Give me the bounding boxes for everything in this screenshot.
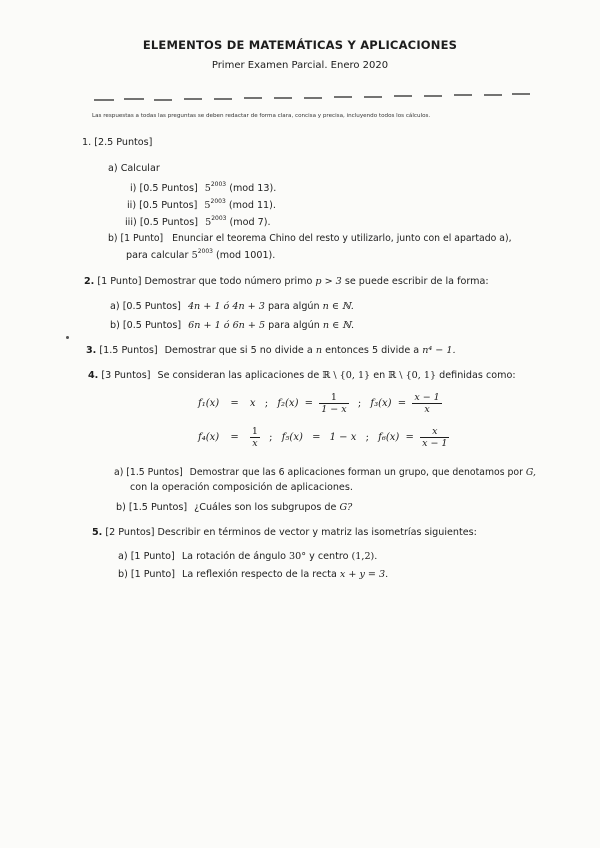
f4-eq: = [230, 432, 239, 443]
q2-condition: p > 3 [315, 276, 342, 287]
q2-b-points: [0.5 Puntos] [122, 320, 182, 331]
q4-en: en [373, 370, 386, 381]
q3-points: [1.5 Puntos] [99, 345, 158, 356]
f6-fraction [420, 426, 449, 449]
q5-b [118, 569, 388, 580]
q1-ii-base: 5 [204, 200, 211, 211]
q2-text2: se puede escribir de la forma: [344, 276, 489, 287]
q1-i-exp: 2003 [210, 181, 227, 188]
q1-a-i [130, 181, 276, 194]
q5-b-points: [1 Punto] [130, 569, 175, 580]
q3-var: n [315, 345, 322, 356]
q1-i-mod: (mod 13). [229, 183, 277, 194]
q1-iii-label: iii) [125, 217, 137, 228]
q4-number: 4. [88, 370, 99, 381]
q1-a [108, 163, 160, 174]
q4-points: [3 Puntos] [101, 370, 151, 381]
f3-numerator: x − 1 [414, 392, 440, 403]
f1-eq: = [230, 398, 239, 409]
q4-b-label: b) [116, 502, 126, 513]
q4-set1: ℝ \ {0, 1} [322, 370, 371, 381]
q2-a-tail: para algún [267, 301, 320, 312]
f2-sep: ; [357, 398, 362, 409]
f5-eq: = [312, 432, 321, 443]
instructions-note: Las respuestas a todas las preguntas se deben redactar de forma clara, concisa y precisa, incluyendo todos los cálculos. [92, 113, 431, 119]
f4-denominator: x [252, 438, 258, 449]
f4-name: f₄(x) [198, 432, 220, 443]
exam-title: ELEMENTOS DE MATEMÁTICAS Y APLICACIONES [142, 38, 458, 52]
q4-a-cont [130, 482, 353, 493]
q3-text2: entonces 5 divide a [325, 345, 420, 356]
q1-a-label: a) [108, 163, 118, 174]
f1-value: x [249, 398, 256, 409]
q5-b-line: x + y = 3. [339, 569, 389, 580]
q2-a-set: n ∈ ℕ. [322, 301, 354, 312]
q2-a-expr: 4n + 1 ó 4n + 3 [187, 301, 265, 312]
f6-name: f₆(x) [378, 432, 400, 443]
q4-a-group: G, [525, 467, 536, 478]
q5-b-label: b) [118, 569, 128, 580]
q1-b-mod: (mod 1001). [216, 250, 276, 261]
exam-subtitle: Primer Examen Parcial. Enero 2020 [211, 60, 389, 71]
q5-a [118, 551, 377, 562]
q1-b-label: b) [108, 233, 118, 244]
f6-numerator: x [420, 426, 449, 438]
q4-a-label: a) [114, 467, 124, 478]
f5-sep: ; [365, 432, 369, 443]
q4-a-points: [1.5 Puntos] [126, 467, 183, 478]
q5-b-text: La reflexión respecto de la recta [182, 569, 337, 580]
f6-denominator: x − 1 [422, 438, 448, 449]
q3-number: 3. [86, 345, 97, 356]
q2-b-label: b) [110, 320, 120, 331]
q1-b-text2: para calcular [126, 250, 189, 261]
q5-a-angle: 30° [289, 551, 307, 562]
q1-b-cont [126, 248, 275, 261]
f2-numerator: 1 [319, 392, 348, 404]
q2-a-label: a) [110, 301, 120, 312]
f3-name: f₃(x) [370, 398, 392, 409]
q5-a-text: La rotación de ángulo [181, 551, 286, 562]
q5-a-text2: y centro [309, 551, 349, 562]
q1-a-text: Calcular [120, 163, 160, 174]
q1-a-iii [125, 215, 271, 228]
q1-b-base: 5 [191, 250, 198, 261]
f4-fraction [250, 426, 260, 449]
q4-b [116, 502, 352, 513]
q5-a-label: a) [118, 551, 128, 562]
q1-b-points: [1 Punto] [120, 233, 164, 244]
q2-b-set: n ∈ ℕ. [322, 320, 355, 331]
q1-iii-base: 5 [205, 217, 212, 228]
q2-b-tail: para algún [268, 320, 320, 331]
q1-ii-points: [0.5 Puntos] [139, 200, 198, 211]
q2-b [110, 320, 354, 331]
q5-number: 5. [92, 527, 103, 538]
q3-text: Demostrar que si 5 no divide a [164, 345, 313, 356]
q1-ii-label: ii) [127, 200, 137, 211]
dashed-rule [92, 90, 532, 104]
q2-a-points: [0.5 Puntos] [122, 301, 181, 312]
q4-functions-row1 [198, 392, 442, 416]
f6-eq: = [405, 432, 414, 443]
q2-a [110, 301, 354, 312]
f1-sep: ; [264, 398, 269, 409]
q5-text: Describir en términos de vector y matriz las isometrías siguientes: [157, 527, 477, 538]
q5-a-points: [1 Punto] [130, 551, 175, 562]
q1-b-text: Enunciar el teorema Chino del resto y utilizarlo, junto con el apartado a), [172, 233, 512, 244]
q1-iii-exp: 2003 [211, 215, 227, 222]
f3-fraction [412, 392, 441, 415]
q5-header [92, 527, 477, 538]
q4-a [114, 467, 536, 478]
q5-points: [2 Puntos] [105, 527, 155, 538]
q2-number: 2. [84, 276, 95, 287]
q4-text2: definidas como: [439, 370, 516, 381]
f5-value: 1 − x [329, 432, 357, 443]
q1-b-exp: 2003 [197, 248, 213, 255]
q1-a-ii [127, 198, 276, 211]
q1-b [108, 233, 512, 244]
q1-i-base: 5 [204, 183, 211, 194]
q5-a-center: (1,2). [351, 551, 378, 562]
q1-number: 1. [82, 137, 92, 148]
q4-a-text: Demostrar que las 6 aplicaciones forman un grupo, que denotamos por [189, 467, 523, 478]
f2-fraction [319, 392, 348, 415]
q1-header [82, 137, 152, 148]
f2-eq: = [304, 398, 314, 409]
f2-name: f₂(x) [277, 398, 299, 409]
q3-expr: n⁴ − 1. [422, 345, 456, 356]
q2-b-expr: 6n + 1 ó 6n + 5 [188, 320, 266, 331]
q4-header [88, 370, 516, 381]
f3-denominator: x [424, 404, 430, 415]
q4-functions-row2 [198, 426, 449, 450]
ink-dot [66, 336, 69, 339]
q4-a-text2: con la operación composición de aplicaciones. [130, 482, 353, 493]
q2-text: Demostrar que todo número primo [144, 276, 313, 287]
f2-denominator: 1 − x [321, 404, 347, 415]
q1-iii-points: [0.5 Puntos] [139, 217, 199, 228]
f1-name: f₁(x) [198, 398, 220, 409]
q1-i-points: [0.5 Puntos] [139, 183, 198, 194]
q4-set2: ℝ \ {0, 1} [388, 370, 437, 381]
q2-points: [1 Punto] [97, 276, 142, 287]
q1-points: [2.5 Puntos] [94, 137, 153, 148]
q3-header [86, 345, 456, 356]
f5-name: f₅(x) [281, 432, 303, 443]
f4-sep: ; [269, 432, 273, 443]
q4-b-text: ¿Cuáles son los subgrupos de [194, 502, 337, 513]
q1-ii-exp: 2003 [210, 198, 226, 205]
q4-text: Se consideran las aplicaciones de [157, 370, 320, 381]
f3-eq: = [397, 398, 407, 409]
q4-b-group: G? [339, 502, 353, 513]
q1-iii-mod: (mod 7). [229, 217, 271, 228]
q1-ii-mod: (mod 11). [228, 200, 276, 211]
f4-numerator: 1 [251, 426, 258, 437]
q4-b-points: [1.5 Puntos] [128, 502, 188, 513]
q2-header [84, 276, 489, 287]
q1-i-label: i) [130, 183, 137, 194]
